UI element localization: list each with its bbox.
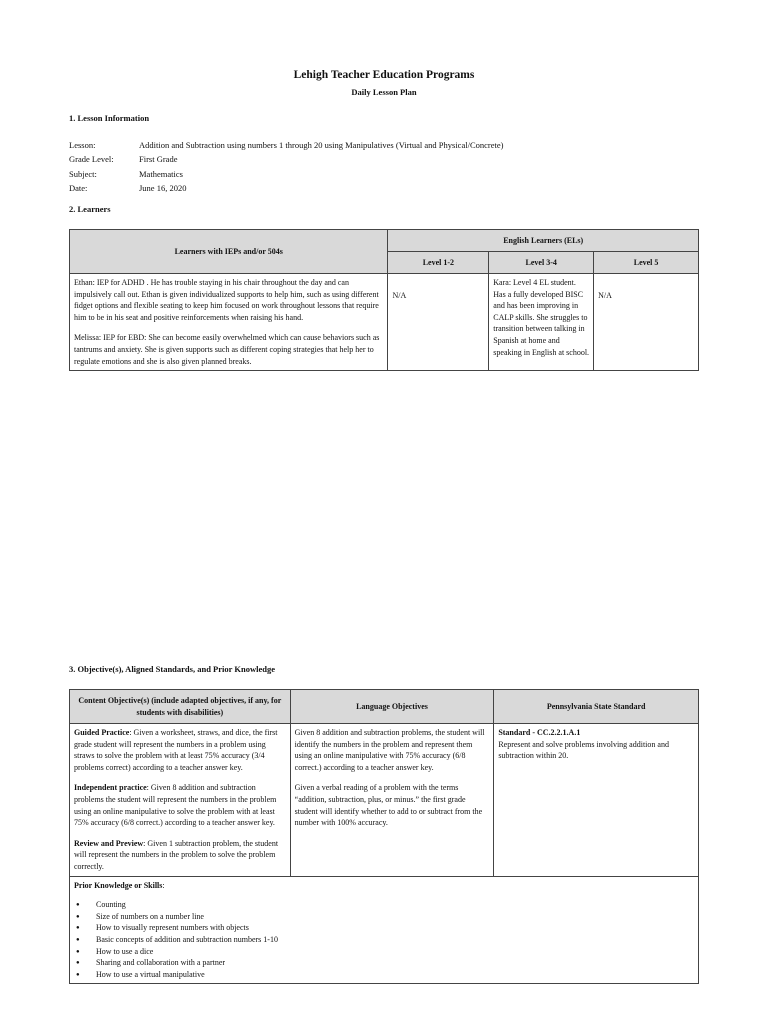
section-heading-objectives: 3. Objective(s), Aligned Standards, and Prior Knowledge — [69, 664, 275, 674]
date-label: Date: — [69, 182, 88, 193]
list-item: ● How to use a dice — [94, 946, 694, 958]
objectives-table — [69, 689, 699, 984]
learners-table — [69, 229, 699, 371]
subject-value: Mathematics — [139, 168, 183, 179]
lesson-value: Addition and Subtraction using numbers 1 through 20 using Manipulatives (Virtual and Physical/Concrete) — [139, 140, 504, 150]
list-item: ● Size of numbers on a number line — [94, 911, 694, 923]
standard-label: Standard - CC.2.2.1.A.1 — [498, 728, 581, 737]
level-5-cell: N/A — [594, 274, 699, 371]
prior-knowledge-heading: Prior Knowledge or Skills: — [74, 880, 165, 890]
list-item: ● Sharing and collaboration with a partner — [94, 957, 694, 969]
subject-label: Subject: — [69, 168, 97, 179]
review-and-preview-text: : Given 1 subtraction problem, the student will represent the numbers in the problem to solve the problem correctly. — [74, 838, 279, 871]
level-5-header: Level 5 — [594, 252, 699, 274]
list-item: ● How to visually represent numbers with objects — [94, 922, 694, 934]
section-heading-lesson-information: 1. Lesson Information — [69, 113, 150, 123]
grade-level-label: Grade Level: — [69, 154, 114, 165]
language-objective-1: Given 8 addition and subtraction problems, the student will identify the numbers in the problem and represent them using an online manipulative with 75% accuracy (6/8 correct.) according to a teacher answer key. — [294, 728, 485, 772]
iep-student-ethan: Ethan: IEP for ADHD . He has trouble staying in his chair throughout the day and can impulsively call out. Ethan is given individualized supports to help him, such as using different fidget options and flexible seating to keep him focused on work throughout lessons that require him to be in his seat and positive reinforcements when raising his hand. — [74, 278, 379, 322]
language-objective-2: Given a verbal reading of a problem with the terms “addition, subtraction, plus, or minus.” the first grade student will identify whether to add to or subtract from the number with 100% accuracy. — [294, 783, 483, 828]
independent-practice-text: : Given 8 addition and subtraction problems the student will represent the numbers in the problem using an online manipulative to solve the problem with at least 75% accuracy (6/8 correct.) according to a teacher answer key. — [74, 783, 277, 828]
state-standard-cell — [494, 724, 699, 877]
guided-practice-label: Guided Practice — [74, 728, 130, 737]
list-item: ● Counting — [94, 899, 694, 911]
content-objectives-cell — [70, 724, 291, 877]
lesson-row — [69, 138, 503, 152]
subject-row — [69, 167, 503, 181]
section-heading-learners: 2. Learners — [69, 204, 111, 214]
independent-practice — [74, 782, 286, 828]
iep-column-header: Learners with IEPs and/or 504s — [70, 230, 388, 274]
grade-level-value: First Grade — [139, 154, 178, 165]
document-subtitle: Daily Lesson Plan — [351, 87, 417, 97]
level-1-2-cell: N/A — [388, 274, 489, 371]
guided-practice — [74, 727, 286, 773]
iep-cell — [70, 274, 388, 371]
iep-student-melissa: Melissa: IEP for EBD: She can become easily overwhelmed which can cause behaviors such as tantrums and anxiety. She is given supports such as different coping strategies that help her to regulate emotions and she is also given planned breaks. — [74, 333, 380, 366]
date-row — [69, 181, 503, 195]
level-1-2-header: Level 1-2 — [388, 252, 489, 274]
prior-knowledge-cell — [70, 876, 699, 984]
language-objectives-cell — [290, 724, 494, 877]
el-column-header: English Learners (ELs) — [388, 230, 699, 252]
prior-knowledge-list — [74, 899, 694, 980]
list-item: ● Basic concepts of addition and subtraction numbers 1-10 — [94, 934, 694, 946]
state-standard-header: Pennsylvania State Standard — [494, 690, 699, 724]
lesson-label: Lesson: — [69, 140, 96, 150]
list-item: ● How to use a virtual manipulative — [94, 969, 694, 981]
review-and-preview-label: Review and Preview — [74, 838, 144, 848]
independent-practice-label: Independent practice — [74, 783, 147, 793]
date-value: June 16, 2020 — [139, 182, 187, 193]
level-3-4-header: Level 3-4 — [489, 252, 594, 274]
guided-practice-text: : Given a worksheet, straws, and dice, the first grade student will represent the numbers in a problem using straws to solve the problem with at least 75% accuracy (3/4 problems correct) according to a teacher answer key. — [74, 728, 278, 772]
prior-knowledge-label: Prior Knowledge or Skills — [74, 880, 163, 890]
document-title: Lehigh Teacher Education Programs — [293, 69, 475, 81]
review-and-preview — [74, 838, 286, 873]
standard-text: Represent and solve problems involving addition and subtraction within 20. — [498, 739, 669, 761]
grade-level-row — [69, 152, 503, 166]
content-objectives-header: Content Objective(s) (include adapted objectives, if any, for students with disabilities) — [70, 690, 291, 724]
lesson-information — [69, 138, 503, 195]
level-3-4-cell: Kara: Level 4 EL student. Has a fully developed BISC and has been improving in CALP skills. She struggles to transition between talking in Spanish at home and speaking in English at school. — [489, 274, 594, 371]
language-objectives-header: Language Objectives — [290, 690, 494, 724]
